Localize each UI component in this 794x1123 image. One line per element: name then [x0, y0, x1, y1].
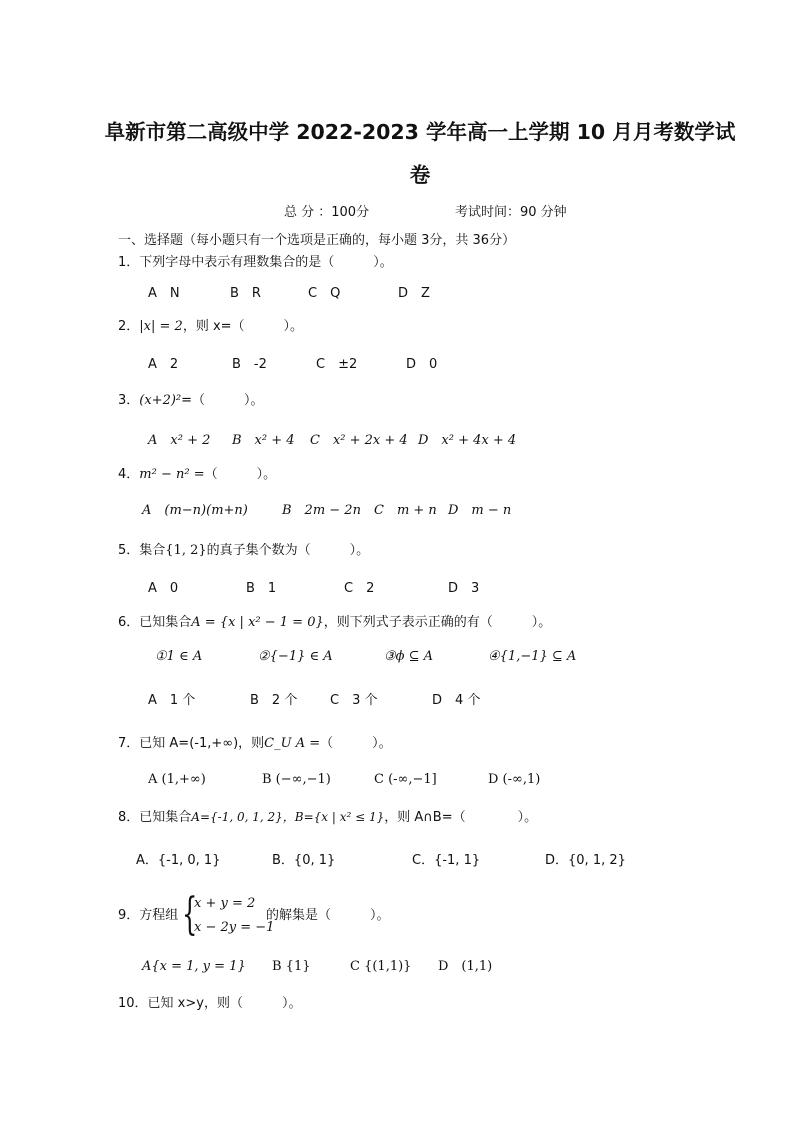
q5-suffix: 的真子集个数为（ ）。 — [206, 543, 370, 558]
q9-equation-2: x − 2y = −1 — [194, 920, 275, 935]
question-2-stem — [118, 319, 303, 335]
question-6-stem — [118, 615, 551, 631]
q5-math: {1, 2} — [165, 543, 207, 558]
q4-option-c: C m + n — [374, 503, 437, 518]
q7-option-d: D (-∞,1) — [488, 772, 541, 787]
q5-option-c: C 2 — [344, 581, 375, 596]
q9-option-d: D (1,1) — [438, 959, 493, 974]
q4-math: m² − n² = — [139, 467, 205, 482]
question-5-stem — [118, 543, 369, 559]
q6-option-d: D 4 个 — [432, 693, 481, 708]
question-7-stem — [118, 736, 392, 752]
q3-option-d: D x² + 4x + 4 — [418, 433, 517, 448]
q1-option-c: C Q — [308, 286, 341, 301]
question-3-stem — [118, 393, 264, 409]
q7-prefix: 7．已知 A=(-1,+∞)，则 — [118, 736, 265, 751]
q9-equation-1: x + y = 2 — [194, 896, 256, 911]
q1-option-a: A N — [148, 286, 180, 301]
q9-option-a: A{x = 1, y = 1} — [142, 959, 246, 974]
q8-suffix: ，则 A∩B=（ ）。 — [384, 810, 538, 825]
section-heading: 一、选择题（每小题只有一个选项是正确的，每小题 3分，共 36分） — [118, 233, 516, 248]
system-brace: { — [182, 889, 198, 940]
question-4-stem — [118, 467, 276, 483]
q2-math: |x| = 2 — [139, 319, 183, 334]
question-8-stem — [118, 810, 537, 826]
q5-option-d: D 3 — [448, 581, 480, 596]
q6-statement-2: ②{−1} ∈ A — [258, 649, 333, 664]
q2-option-a: A 2 — [148, 357, 179, 372]
q4-option-a: A (m−n)(m+n) — [142, 503, 248, 518]
q9-option-c: C {(1,1)} — [350, 959, 412, 974]
q8-math: A={-1, 0, 1, 2}，B={x | x² ≤ 1} — [191, 810, 385, 824]
q3-suffix: =（ ）。 — [181, 393, 264, 408]
q7-math: C_U A = — [264, 736, 321, 751]
q4-number: 4． — [118, 467, 140, 482]
q6-math: A = {x | x² − 1 = 0} — [191, 615, 324, 630]
q6-suffix: ，则下列式子表示正确的有（ ）。 — [323, 615, 552, 630]
q6-option-a: A 1 个 — [148, 693, 196, 708]
q8-option-d: D．{0, 1, 2} — [545, 853, 626, 868]
question-1-stem: 1．下列字母中表示有理数集合的是（ ）。 — [118, 255, 393, 270]
q1-option-d: D Z — [398, 286, 430, 301]
q6-statement-3: ③ϕ ⊆ A — [384, 649, 434, 664]
q4-suffix: （ ）。 — [204, 467, 277, 482]
q2-number: 2． — [118, 319, 140, 334]
q7-option-b: B (−∞,−1) — [262, 772, 331, 787]
question-9-suffix: 的解集是（ ）。 — [266, 908, 390, 923]
q3-math: (x+2)² — [139, 393, 182, 408]
q2-suffix: ，则 x=（ ）。 — [182, 319, 304, 334]
total-score: 总 分 ：100分 — [284, 205, 370, 220]
q6-statement-1: ①1 ∈ A — [155, 649, 203, 664]
q7-suffix: （ ）。 — [320, 736, 392, 751]
q5-option-b: B 1 — [246, 581, 277, 596]
exam-title-line2: 卷 — [409, 163, 431, 187]
q3-number: 3． — [118, 393, 140, 408]
q3-option-b: B x² + 4 — [232, 433, 295, 448]
q4-option-d: D m − n — [448, 503, 512, 518]
q2-option-b: B -2 — [232, 357, 267, 372]
q5-option-a: A 0 — [148, 581, 179, 596]
q7-option-a: A (1,+∞) — [148, 772, 206, 787]
exam-title-line1: 阜新市第二高级中学 2022-2023 学年高一上学期 10 月月考数学试 — [104, 120, 736, 144]
q8-option-b: B．{0, 1} — [272, 853, 336, 868]
q2-option-c: C ±2 — [316, 357, 358, 372]
q8-prefix: 8．已知集合 — [118, 810, 192, 825]
q8-option-c: C．{-1, 1} — [412, 853, 481, 868]
q1-option-b: B R — [230, 286, 261, 301]
q4-option-b: B 2m − 2n — [282, 503, 361, 518]
q6-statement-4: ④{1,−1} ⊆ A — [488, 649, 577, 664]
q9-option-b: B {1} — [272, 959, 311, 974]
q8-option-a: A．{-1, 0, 1} — [136, 853, 221, 868]
q6-prefix: 6．已知集合 — [118, 615, 192, 630]
question-10-stem: 10．已知 x>y，则（ ）。 — [118, 996, 302, 1011]
q3-option-a: A x² + 2 — [148, 433, 211, 448]
q7-option-c: C (-∞,−1] — [374, 772, 437, 787]
q6-option-b: B 2 个 — [250, 693, 298, 708]
question-9-prefix: 9．方程组 — [118, 908, 179, 923]
q2-option-d: D 0 — [406, 357, 438, 372]
q6-option-c: C 3 个 — [330, 693, 378, 708]
q5-prefix: 5．集合 — [118, 543, 166, 558]
exam-time: 考试时间：90 分钟 — [455, 205, 567, 220]
q3-option-c: C x² + 2x + 4 — [310, 433, 408, 448]
